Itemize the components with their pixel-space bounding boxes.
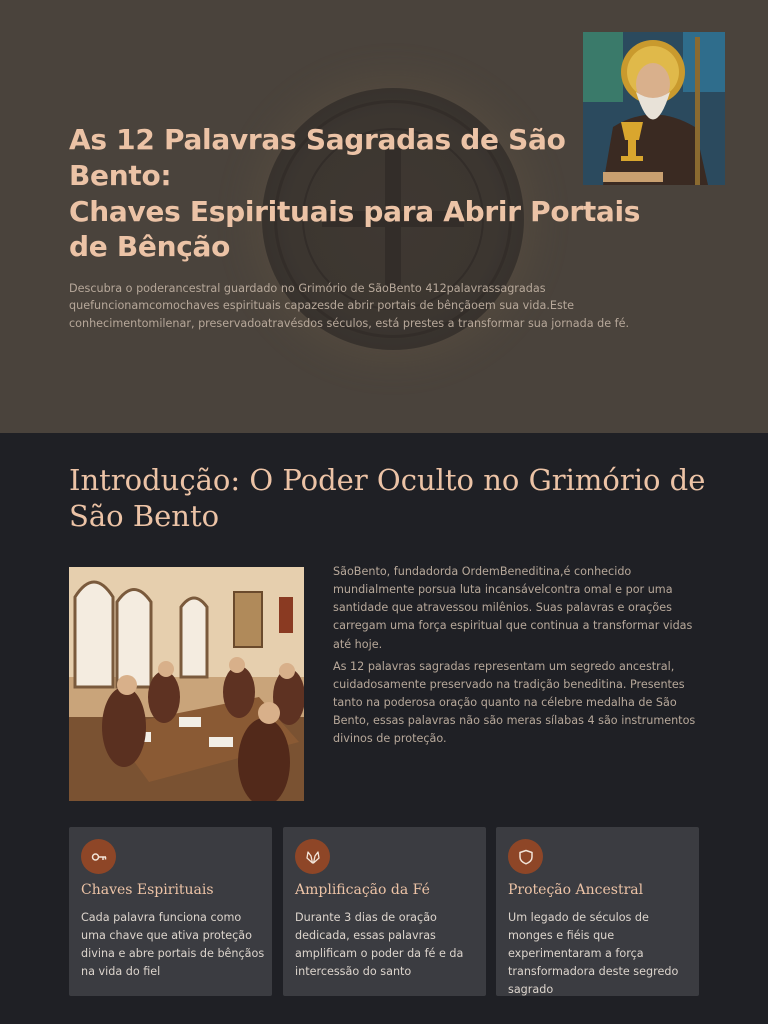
card-title: Amplificação da Fé [295,882,430,898]
hero-title-line: As 12 Palavras Sagradas de São [69,123,566,156]
hero-title-line: Bento: [69,158,172,192]
hero-title-line: de Bênção [69,230,231,264]
shield-icon [508,839,543,874]
hero-description: Descubra o poderancestral guardado no Grimório de SãoBento 412palavrassagradas quefuncionamcomochaves espirituais capazesde abrir portais de bênçãoem sua vida.Este conhecimentomilenar, preservadoatravésdos séculos, está prestes a transformar sua jornada de fé. [69,282,630,330]
intro-paragraph: As 12 palavras sagradas representam um segredo ancestral, cuidadosamente preservado na tradição beneditina. Presentes tanto na poderosa oração quanto na célebre medalha de São Bento, essas palavras não são meras sílabas 4 são instrumentos divinos de proteção. [333,659,696,746]
praying-hands-icon [295,839,330,874]
feature-card-protection [496,827,699,996]
hero-section [0,0,768,433]
card-title: Chaves Espirituais [81,882,214,898]
intro-title: Introdução: O Poder Oculto no Grimório de São Bento [69,463,706,534]
hero-title [69,122,649,265]
feature-card-faith [283,827,486,996]
key-icon [81,839,116,874]
card-text: Durante 3 dias de oração dedicada, essas palavras amplificam o poder da fé e da intercessão do santo [295,911,464,978]
card-text: Um legado de séculos de monges e fiéis que experimentaram a força transformadora deste segredo sagrado [508,911,679,996]
intro-paragraph: SãoBento, fundadorda OrdemBeneditina,é conhecido mundialmente porsua luta incansávelcontra omal e por uma santidade que atravessou milênios. Suas palavras e orações carregam uma força espiritual que continua a transformar vidas até hoje. [333,565,693,651]
card-title: Proteção Ancestral [508,882,644,898]
monks-studying-illustration [69,567,304,801]
feature-card-keys [69,827,272,996]
intro-text [333,563,705,748]
hero-title-line: Chaves Espirituais para Abrir Portais [69,194,641,228]
card-text: Cada palavra funciona como uma chave que ativa proteção divina e abre portais de bênçãos na vida do fiel [81,911,265,978]
